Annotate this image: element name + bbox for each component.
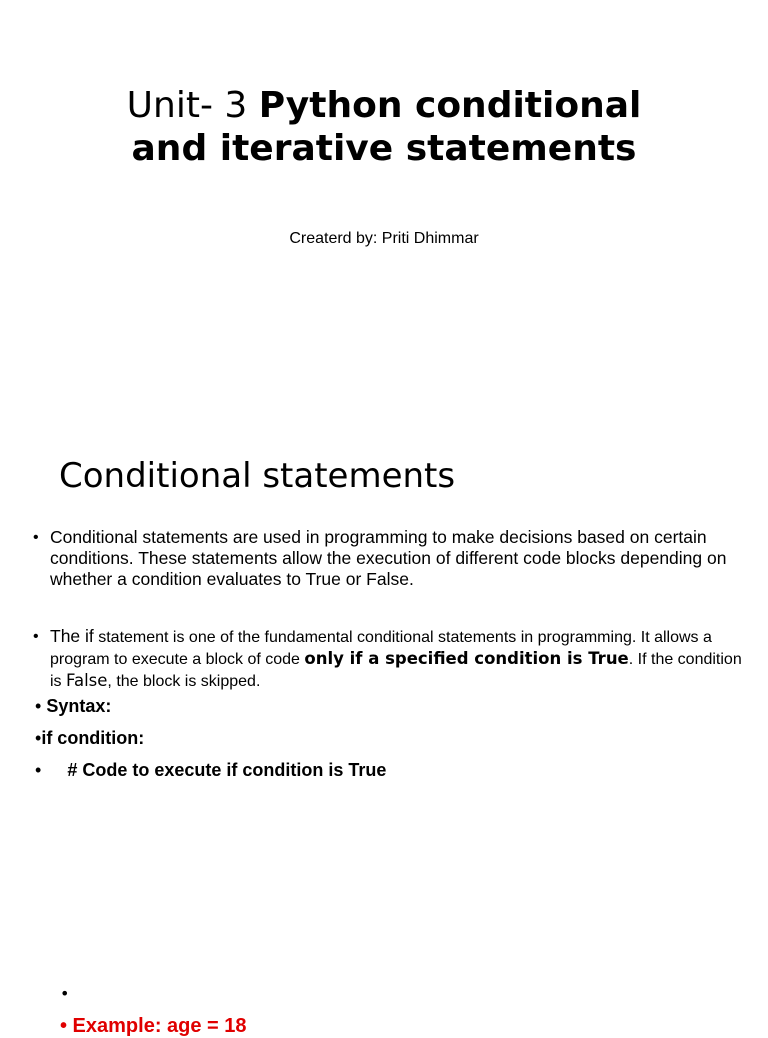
syntax-if-line	[35, 728, 144, 749]
empty-bullet: •	[60, 984, 70, 1003]
emphasis-text: only if a specified condition is	[304, 649, 589, 668]
bullet-if-statement	[33, 626, 743, 692]
title-line2: and iterative statements	[131, 128, 637, 169]
example-line-partial: • Example: age = 18	[60, 1015, 247, 1037]
text-part: statement is one of the fundamental conditional statements in programming. It allows a program to execute a block of code	[50, 629, 712, 668]
bullet-dot: •	[35, 728, 42, 748]
bullet-dot: •	[35, 696, 42, 716]
text-part: . If the condition is	[50, 651, 742, 690]
section-title: Conditional statements	[59, 456, 456, 496]
slide-1	[0, 0, 768, 430]
syntax-label-line	[35, 696, 111, 717]
bullet-dot: •	[33, 628, 39, 645]
slide-title	[0, 84, 768, 170]
text-part: The	[50, 626, 86, 646]
keyword-if: if	[85, 626, 94, 646]
title-prefix: Unit- 3	[126, 85, 259, 126]
bullet-text	[50, 626, 743, 692]
bullet-dot: •	[33, 529, 39, 546]
slide-2	[0, 430, 768, 1037]
title-line1: Python conditional	[258, 85, 642, 126]
keyword-true: True	[588, 649, 629, 668]
syntax-if: if condition:	[41, 728, 145, 748]
slide-subtitle: Createrd by: Priti Dhimmar	[289, 230, 479, 247]
bullet-dot: •	[35, 760, 42, 780]
syntax-code: # Code to execute if condition is True	[67, 760, 387, 780]
bullet-definition	[33, 527, 743, 590]
syntax-code-line	[35, 760, 386, 781]
text-part: , the block is skipped.	[107, 673, 261, 690]
keyword-false: False	[66, 671, 108, 690]
syntax-label: Syntax:	[46, 696, 112, 716]
bullet-text: Conditional statements are used in programming to make decisions based on certain conditions. These statements allow the execution of different code blocks depending on whether a condition evaluates to True or False.	[50, 527, 727, 589]
